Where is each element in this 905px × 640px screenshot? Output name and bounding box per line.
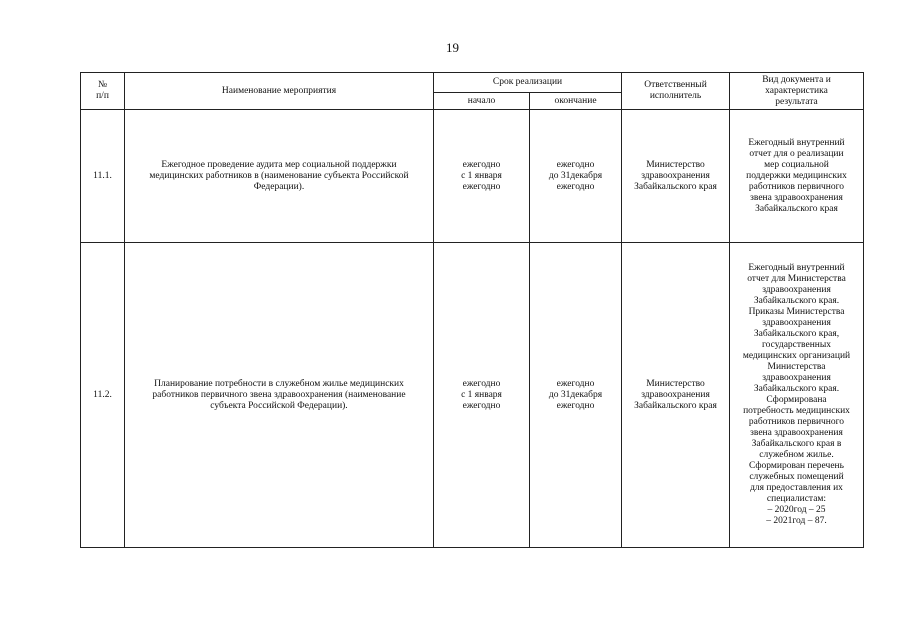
start-date: ежегодно с 1 января ежегодно xyxy=(434,243,530,548)
end-date: ежегодно до 31декабря ежегодно xyxy=(530,243,622,548)
header-start: начало xyxy=(434,93,530,110)
activity-name: Ежегодное проведение аудита мер социальной поддержки медицинских работников в (наименование субъекта Российской Федерации). xyxy=(125,110,434,243)
header-end: окончание xyxy=(530,93,622,110)
header-responsible: Ответственный исполнитель xyxy=(622,73,730,110)
table-row xyxy=(81,243,864,548)
result-document: Ежегодный внутренний отчет для Министерства здравоохранения Забайкальского края. Приказы Министерства здравоохранения Забайкальского края, государственных медицинских организаций Министерства здравоохранения Забайкальского края. Сформирована потребность медицинских работников первичного звена здравоохранения Забайкальского края в служебном жилье. Сформирован перечень служебных помещений для предоставления их специалистам: – 2020год – 25 – 2021год – 87. xyxy=(730,243,864,548)
result-document: Ежегодный внутренний отчет для о реализации мер социальной поддержки медицинских работников первичного звена здравоохранения Забайкальского края xyxy=(730,110,864,243)
responsible-executor: Министерство здравоохранения Забайкальского края xyxy=(622,243,730,548)
table-row xyxy=(81,110,864,243)
header-period: Срок реализации xyxy=(434,73,622,93)
responsible-executor: Министерство здравоохранения Забайкальского края xyxy=(622,110,730,243)
page-number: 19 xyxy=(446,40,459,55)
end-date: ежегодно до 31декабря ежегодно xyxy=(530,110,622,243)
header-name: Наименование мероприятия xyxy=(125,73,434,110)
row-number: 11.1. xyxy=(81,110,125,243)
header-num: № п/п xyxy=(81,73,125,110)
header-result: Вид документа и характеристика результата xyxy=(730,73,864,110)
activities-table xyxy=(80,72,864,548)
start-date: ежегодно с 1 января ежегодно xyxy=(434,110,530,243)
row-number: 11.2. xyxy=(81,243,125,548)
activity-name: Планирование потребности в служебном жилье медицинских работников первичного звена здравоохранения (наименование субъекта Российской Федерации). xyxy=(125,243,434,548)
